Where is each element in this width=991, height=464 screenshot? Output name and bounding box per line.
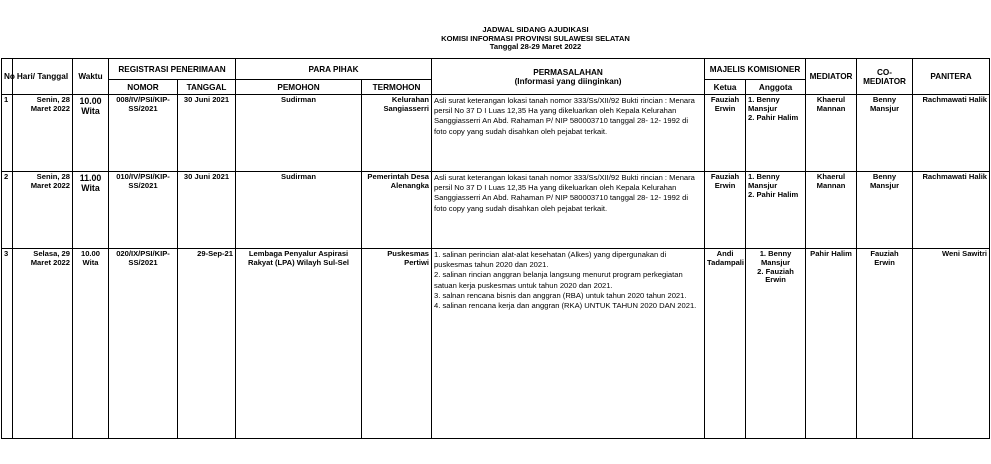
- cell-pemohon: Sudirman: [236, 95, 362, 172]
- cell-tanggal: 30 Juni 2021: [178, 95, 236, 172]
- header-anggota: Anggota: [746, 80, 806, 95]
- cell-ketua: Andi Tadampali: [705, 249, 746, 439]
- cell-termohon: Pemerintah Desa Alenangka: [362, 172, 432, 249]
- cell-anggota: [746, 172, 806, 249]
- header-ketua: Ketua: [705, 80, 746, 95]
- header-no: No: [2, 59, 13, 95]
- anggota-item: 2. Pahir Halim: [748, 189, 799, 199]
- cell-permasalahan: [432, 249, 705, 439]
- header-permasalahan-label: PERMASALAHAN: [533, 67, 603, 77]
- anggota-item: 1. Benny Mansjur: [748, 172, 780, 190]
- cell-co-mediator: Fauziah Erwin: [857, 249, 913, 439]
- header-pemohon: PEMOHON: [236, 80, 362, 95]
- permasalahan-item: Asli surat keterangan lokasi tanah nomor 333/Ss/XII/92 Bukti rincian : Menara persil No 37 D I Luas 12,35 Ha yang dikeluarkan oleh Kepala Kelurahan Sanggiasserri An Abd. Rahaman P/ NIP 580003710 tanggal 28- 12- 1992 di foto copy yang sudah disahkan oleh pejabat terkait.: [434, 173, 695, 213]
- permasalahan-item: 2. salinan rincian anggran belanja langsung menurut program perkegiatan satuan kerja puskesmas untuk tahun 2020 dan 2021.: [434, 270, 683, 290]
- cell-nomor: 010/IV/PSI/KIP-SS/2021: [109, 172, 178, 249]
- header-permasalahan-sub: (Informasi yang diinginkan): [514, 76, 622, 86]
- title-line-2: KOMISI INFORMASI PROVINSI SULAWESI SELATAN: [441, 33, 630, 43]
- cell-no: 2: [2, 172, 13, 249]
- table-row: [2, 95, 990, 172]
- cell-co-mediator: Benny Mansjur: [857, 95, 913, 172]
- permasalahan-item: Asli surat keterangan lokasi tanah nomor 333/Ss/XII/92 Bukti rincian : Menara persil No 37 D I Luas 12,35 Ha yang dikeluarkan oleh Kepala Kelurahan Sanggiasserri An Abd. Rahaman P/ NIP 580003710 tanggal 28- 12- 1992 di foto copy yang sudah disahkan oleh pejabat terkait.: [434, 96, 695, 136]
- cell-no: 1: [2, 95, 13, 172]
- cell-pemohon: Lembaga Penyalur Aspirasi Rakyat (LPA) Wilayh Sul-Sel: [236, 249, 362, 439]
- cell-mediator: Khaerul Mannan: [806, 172, 857, 249]
- document-title: [0, 26, 991, 52]
- cell-panitera: Rachmawati Halik: [913, 172, 990, 249]
- table-row: [2, 172, 990, 249]
- anggota-item: 2. Fauziah Erwin: [757, 266, 794, 285]
- anggota-item: 2. Pahir Halim: [748, 112, 799, 122]
- header-co-mediator: CO-MEDIATOR: [857, 59, 913, 95]
- cell-permasalahan: [432, 172, 705, 249]
- cell-co-mediator: Benny Mansjur: [857, 172, 913, 249]
- header-mediator: MEDIATOR: [806, 59, 857, 95]
- header-permasalahan: [432, 59, 705, 95]
- cell-waktu: 11.00 Wita: [73, 172, 109, 249]
- cell-panitera: Weni Sawitri: [913, 249, 990, 439]
- header-waktu: Waktu: [73, 59, 109, 95]
- permasalahan-item: 4. salinan rencana kerja dan anggran (RKA) UNTUK TAHUN 2020 DAN 2021.: [434, 301, 697, 311]
- anggota-item: 1. Benny Mansjur: [748, 95, 780, 113]
- header-panitera: PANITERA: [913, 59, 990, 95]
- cell-tanggal: 29-Sep-21: [178, 249, 236, 439]
- cell-termohon: Kelurahan Sangiasserri: [362, 95, 432, 172]
- cell-pemohon: Sudirman: [236, 172, 362, 249]
- cell-tanggal: 30 Juni 2021: [178, 172, 236, 249]
- table-row: [2, 249, 990, 439]
- header-hari: Hari/ Tanggal: [13, 59, 73, 95]
- header-para-pihak: PARA PIHAK: [236, 59, 432, 80]
- cell-mediator: Pahir Halim: [806, 249, 857, 439]
- cell-nomor: 008/IV/PSI/KIP-SS/2021: [109, 95, 178, 172]
- header-registrasi: REGISTRASI PENERIMAAN: [109, 59, 236, 80]
- cell-termohon: Puskesmas Pertiwi: [362, 249, 432, 439]
- title-line-1: JADWAL SIDANG AJUDIKASI: [482, 25, 589, 34]
- cell-anggota: [746, 95, 806, 172]
- cell-waktu: 10.00 Wita: [73, 95, 109, 172]
- header-nomor: NOMOR: [109, 80, 178, 95]
- anggota-item: 1. Benny Mansjur: [759, 249, 792, 267]
- cell-hari: Senin, 28 Maret 2022: [13, 95, 73, 172]
- cell-hari: Senin, 28 Maret 2022: [13, 172, 73, 249]
- cell-no: 3: [2, 249, 13, 439]
- cell-waktu: 10.00 Wita: [73, 249, 109, 439]
- title-line-3: Tanggal 28-29 Maret 2022: [489, 42, 582, 52]
- header-majelis: MAJELIS KOMISIONER: [705, 59, 806, 80]
- cell-permasalahan: [432, 95, 705, 172]
- cell-anggota: [746, 249, 806, 439]
- header-tanggal: TANGGAL: [178, 80, 236, 95]
- permasalahan-item: 3. salnan rencana bisnis dan anggran (RBA) untuk tahun 2020 tahun 2021.: [434, 290, 687, 300]
- cell-panitera: Rachmawati Halik: [913, 95, 990, 172]
- schedule-table: [1, 58, 990, 439]
- cell-mediator: Khaerul Mannan: [806, 95, 857, 172]
- cell-ketua: Fauziah Erwin: [705, 95, 746, 172]
- cell-nomor: 020/IX/PSI/KIP-SS/2021: [109, 249, 178, 439]
- cell-hari: Selasa, 29 Maret 2022: [13, 249, 73, 439]
- header-termohon: TERMOHON: [362, 80, 432, 95]
- permasalahan-item: 1. salinan perincian alat-alat kesehatan (Alkes) yang dipergunakan di puskesmas tahun 2020 dan 2021.: [434, 250, 667, 270]
- cell-ketua: Fauziah Erwin: [705, 172, 746, 249]
